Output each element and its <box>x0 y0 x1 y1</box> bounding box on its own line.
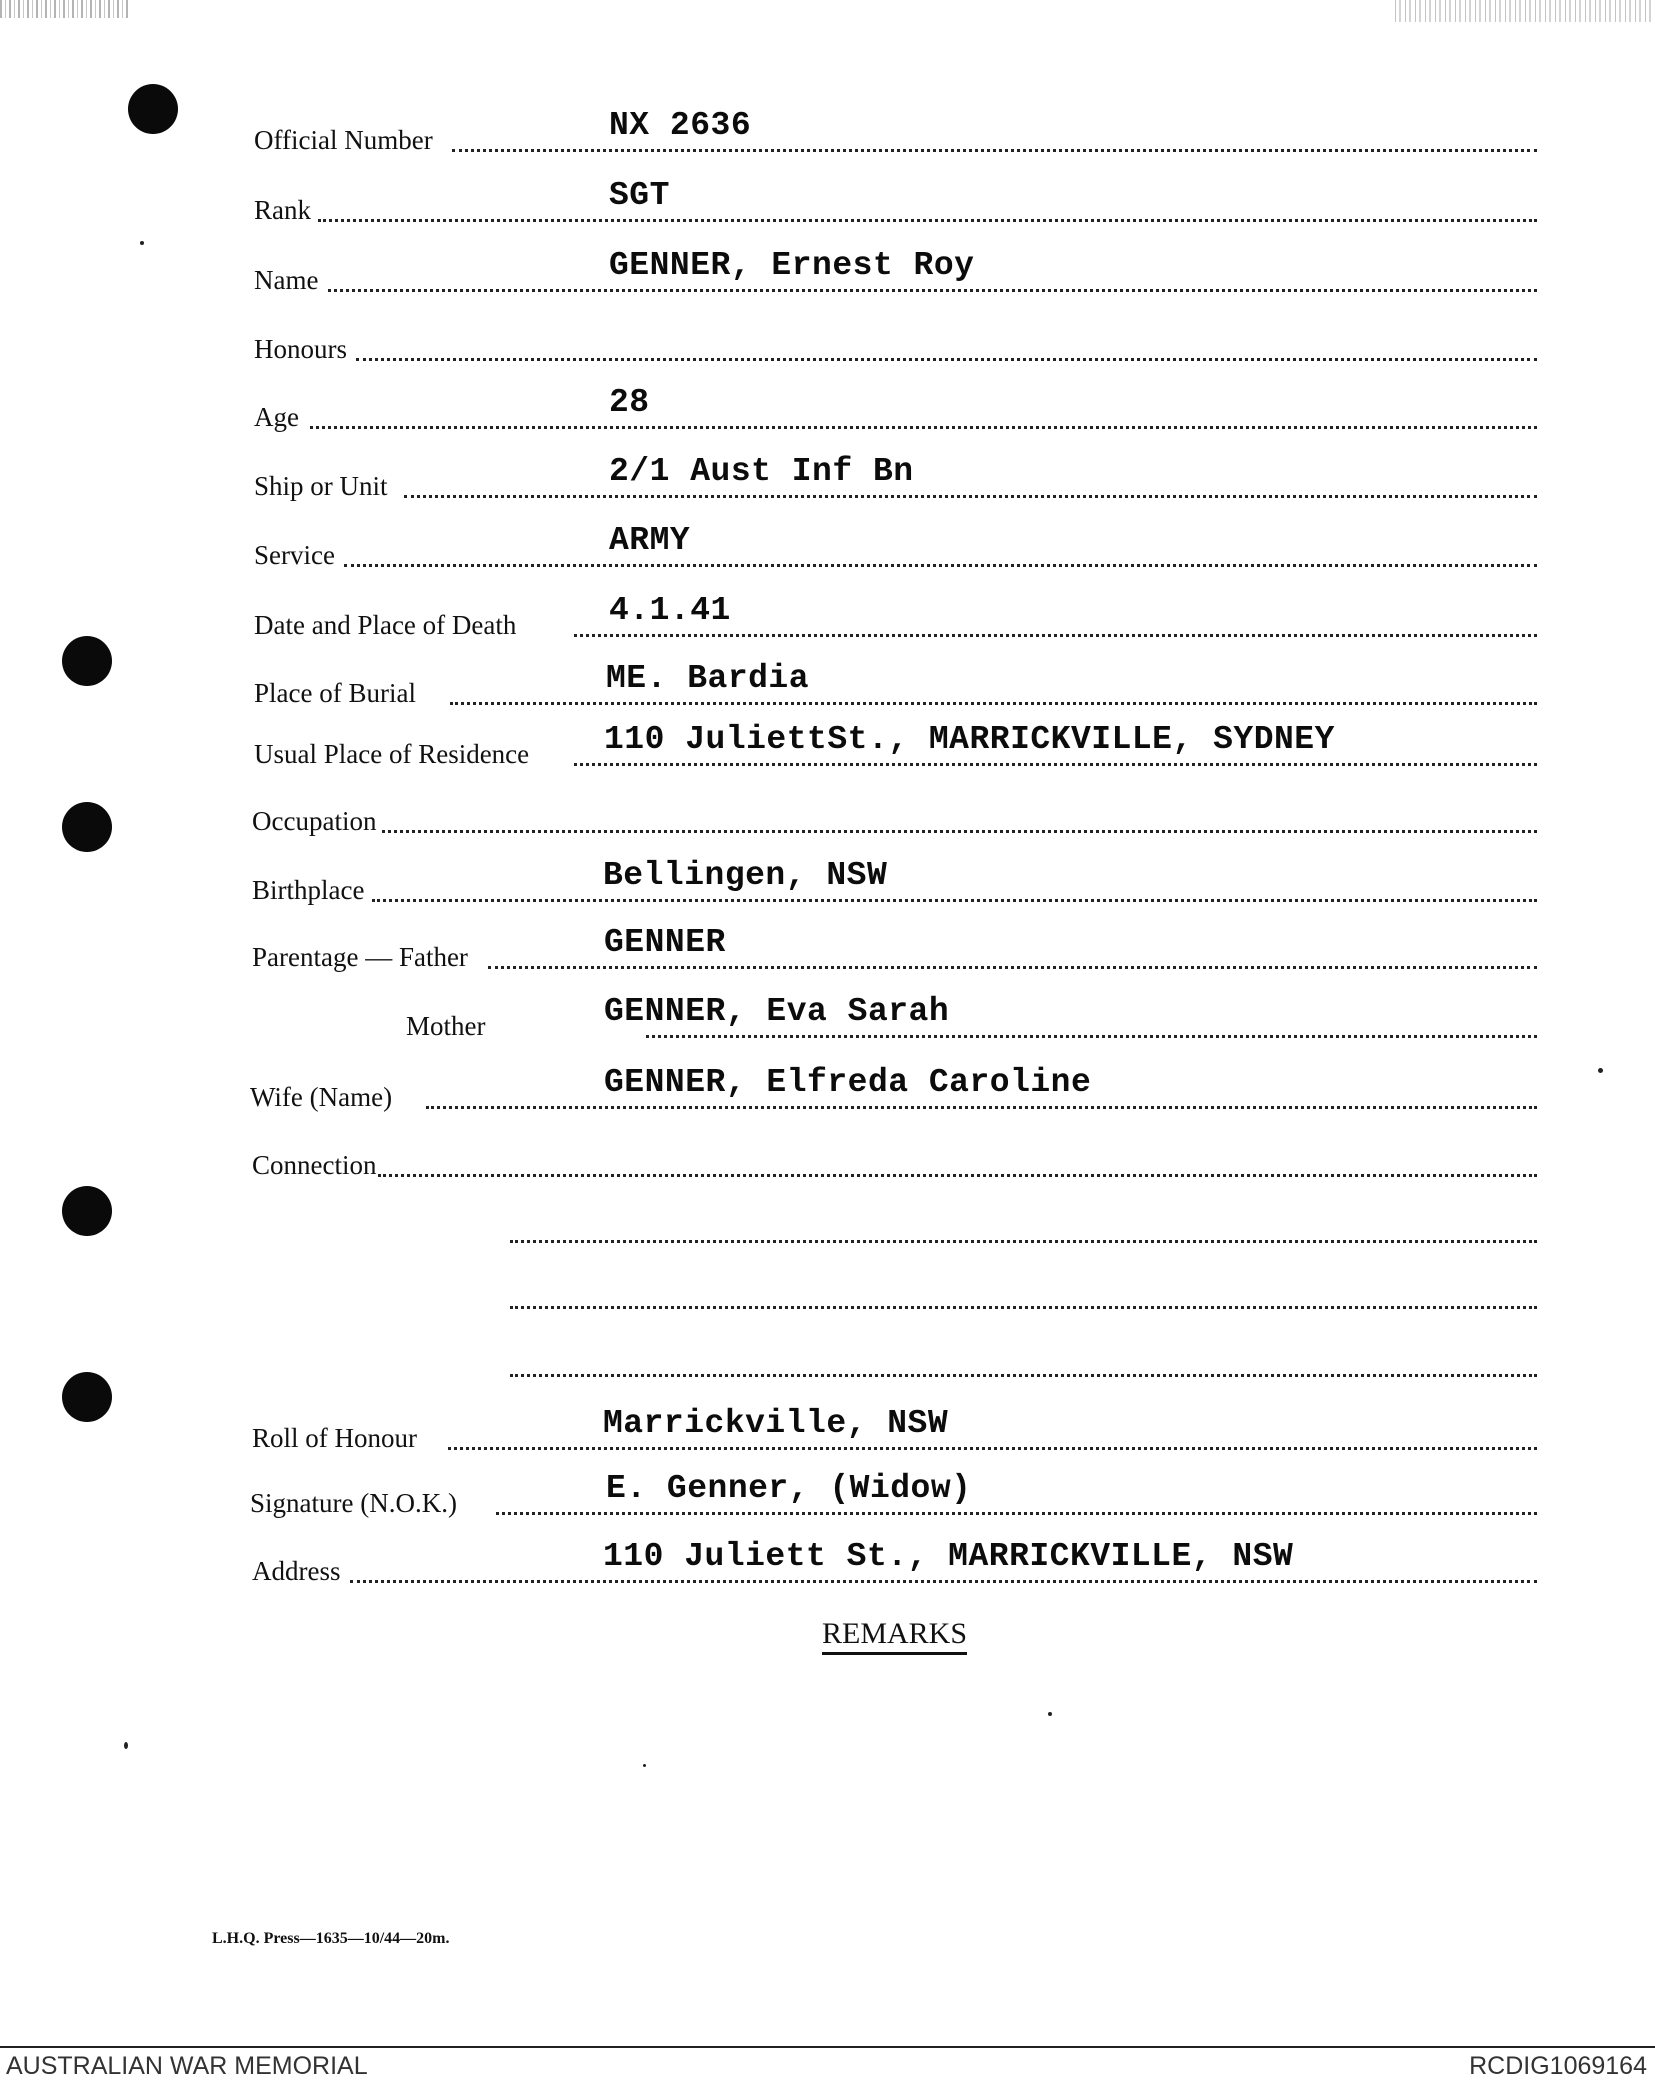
dotted-leader <box>378 1174 1537 1177</box>
dotted-leader <box>448 1447 1537 1450</box>
field-label: Usual Place of Residence <box>254 739 530 769</box>
footer-institution: AUSTRALIAN WAR MEMORIAL <box>6 2052 368 2080</box>
field-value: GENNER <box>604 924 726 961</box>
form-row <box>254 1189 1537 1249</box>
form-row <box>254 651 1537 711</box>
dotted-leader <box>450 702 1537 705</box>
field-value: ME. Bardia <box>606 660 810 697</box>
field-label: Birthplace <box>252 875 365 905</box>
field-value: 4.1.41 <box>609 592 731 629</box>
dotted-leader <box>510 1306 1537 1309</box>
field-label: Service <box>254 540 335 570</box>
scan-speck <box>643 1764 646 1767</box>
form-row <box>254 444 1537 504</box>
scan-speck <box>124 1742 128 1749</box>
field-value: E. Genner, (Widow) <box>606 1470 972 1507</box>
dotted-leader <box>452 149 1537 152</box>
form-row <box>254 915 1537 975</box>
field-value: GENNER, Eva Sarah <box>604 993 950 1030</box>
dotted-leader <box>372 899 1537 902</box>
field-value: NX 2636 <box>609 107 752 144</box>
field-value: GENNER, Elfreda Caroline <box>604 1064 1092 1101</box>
field-label: Roll of Honour <box>252 1423 417 1453</box>
field-value: SGT <box>609 177 670 214</box>
form-row <box>254 307 1537 367</box>
form-row <box>254 779 1537 839</box>
form-row <box>254 168 1537 228</box>
form-row <box>254 1255 1537 1315</box>
dotted-leader <box>510 1374 1537 1377</box>
field-label: Official Number <box>254 125 433 155</box>
field-value: 110 JuliettSt., MARRICKVILLE, SYDNEY <box>604 721 1335 758</box>
punch-hole <box>62 1372 112 1422</box>
field-value: 2/1 Aust Inf Bn <box>609 453 914 490</box>
field-label: Honours <box>254 334 347 364</box>
field-value: ARMY <box>609 522 691 559</box>
dotted-leader <box>310 426 1537 429</box>
form-row <box>254 375 1537 435</box>
remarks-heading: REMARKS <box>822 1617 967 1655</box>
form-row <box>254 984 1537 1044</box>
dotted-leader <box>496 1512 1537 1515</box>
dotted-leader <box>574 763 1537 766</box>
form-row <box>250 1461 1537 1521</box>
dotted-leader <box>318 219 1537 222</box>
field-value: 110 Juliett St., MARRICKVILLE, NSW <box>603 1538 1294 1575</box>
form-row <box>254 1323 1537 1383</box>
form-row <box>254 1529 1537 1589</box>
field-value: Bellingen, NSW <box>603 857 888 894</box>
form-row <box>254 712 1537 772</box>
field-label: Address <box>252 1556 341 1586</box>
form-row <box>254 238 1537 298</box>
dotted-leader <box>350 1580 1537 1583</box>
field-label: Rank <box>254 195 311 225</box>
field-value: GENNER, Ernest Roy <box>609 247 975 284</box>
footer-record-id: RCDIG1069164 <box>1469 2052 1647 2080</box>
scan-speck <box>140 241 144 245</box>
dotted-leader <box>646 1035 1537 1038</box>
print-reference: L.H.Q. Press—1635—10/44—20m. <box>212 1930 450 1947</box>
dotted-leader <box>382 830 1537 833</box>
dotted-leader <box>328 289 1537 292</box>
footer-rule <box>0 2046 1655 2048</box>
scan-noise <box>1395 0 1655 22</box>
form-row <box>254 513 1537 573</box>
punch-hole <box>128 84 178 134</box>
form-row <box>254 1123 1537 1183</box>
form-row <box>250 1055 1537 1115</box>
field-label: Name <box>254 265 319 295</box>
field-label: Mother <box>406 1011 486 1041</box>
field-label: Occupation <box>252 806 377 836</box>
form-row <box>254 583 1537 643</box>
field-label: Connection <box>252 1150 377 1180</box>
field-label: Wife (Name) <box>250 1082 393 1112</box>
field-value: 28 <box>609 384 650 421</box>
form-row <box>254 848 1537 908</box>
field-label: Ship or Unit <box>254 471 388 501</box>
field-label: Age <box>254 402 299 432</box>
punch-hole <box>62 1186 112 1236</box>
field-label: Signature (N.O.K.) <box>250 1488 457 1518</box>
punch-hole <box>62 636 112 686</box>
field-label: Date and Place of Death <box>254 610 517 640</box>
field-label: Parentage — Father <box>252 942 468 972</box>
scan-speck <box>1598 1068 1603 1073</box>
dotted-leader <box>574 634 1537 637</box>
dotted-leader <box>404 495 1537 498</box>
dotted-leader <box>426 1106 1537 1109</box>
field-label: Place of Burial <box>254 678 416 708</box>
dotted-leader <box>344 564 1537 567</box>
scan-speck <box>1048 1712 1052 1716</box>
dotted-leader <box>488 966 1537 969</box>
form-row <box>254 98 1537 158</box>
dotted-leader <box>356 358 1537 361</box>
form-row <box>254 1396 1537 1456</box>
punch-hole <box>62 802 112 852</box>
scan-noise <box>0 0 130 18</box>
dotted-leader <box>510 1240 1537 1243</box>
field-value: Marrickville, NSW <box>603 1405 949 1442</box>
